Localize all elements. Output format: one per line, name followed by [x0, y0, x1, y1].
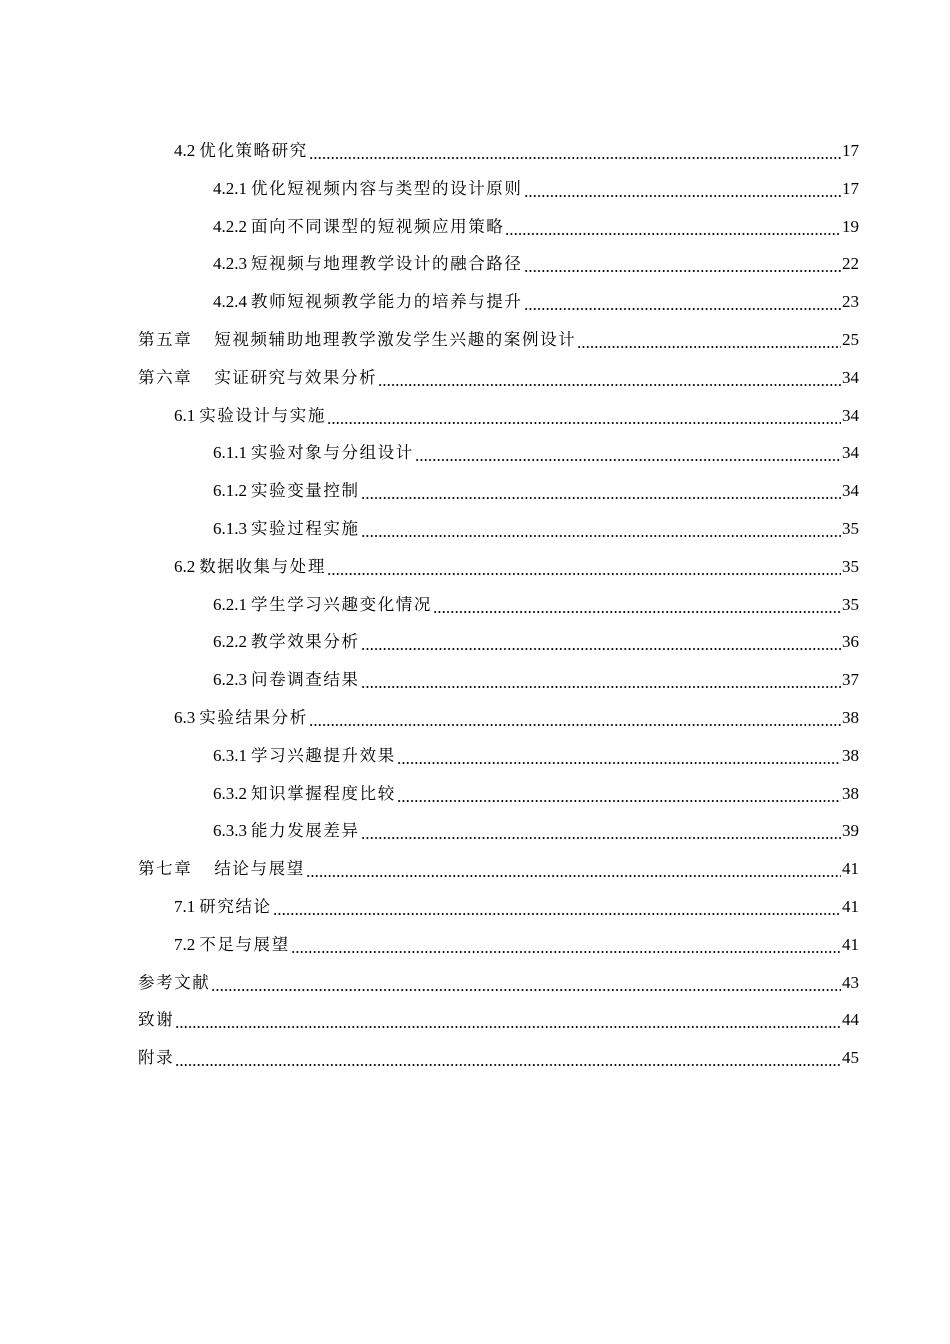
dot-leader [577, 330, 841, 350]
toc-entry-label [174, 141, 308, 161]
toc-entry-title: 参考文献 [138, 972, 211, 992]
toc-entry-title: 致谢 [138, 1010, 175, 1030]
toc-entry[interactable] [174, 925, 859, 955]
toc-entry-number: 6.2 [174, 556, 196, 576]
toc-entry[interactable] [213, 169, 859, 199]
dot-leader [211, 973, 841, 993]
toc-entry-page-number: 41 [842, 934, 859, 954]
toc-entry-title: 实证研究与效果分析 [214, 367, 378, 387]
toc-entry-label [213, 670, 360, 690]
toc-entry-number: 7.2 [174, 934, 196, 954]
toc-entry-page-number: 36 [842, 632, 859, 652]
dot-leader [361, 519, 841, 539]
toc-entry-title: 教师短视频教学能力的培养与提升 [251, 292, 523, 312]
toc-entry-label [174, 897, 272, 917]
toc-entry[interactable] [138, 358, 859, 388]
toc-entry-page-number: 25 [842, 330, 859, 349]
toc-entry[interactable] [138, 1038, 859, 1068]
toc-entry-title: 实验对象与分组设计 [251, 443, 414, 463]
toc-entry-page-number: 17 [842, 178, 859, 198]
toc-entry[interactable] [213, 660, 859, 690]
toc-entry-label [138, 330, 576, 350]
dot-leader [361, 670, 841, 690]
toc-entry[interactable] [213, 585, 859, 615]
toc-entry-label [138, 1048, 174, 1068]
toc-entry-page-number: 41 [842, 859, 859, 879]
toc-entry-page-number: 34 [842, 443, 859, 463]
toc-entry-number: 4.2.4 [213, 292, 247, 312]
toc-entry-label [213, 821, 360, 841]
dot-leader [309, 708, 841, 728]
toc-entry-title: 结论与展望 [214, 859, 305, 879]
dot-leader [175, 1048, 841, 1068]
toc-entry-number: 6.3.2 [213, 783, 247, 803]
toc-entry-title: 数据收集与处理 [199, 556, 326, 576]
toc-entry-title: 教学效果分析 [251, 632, 360, 652]
dot-leader [524, 179, 842, 199]
toc-entry[interactable] [174, 396, 859, 426]
toc-entry-label [138, 368, 377, 388]
toc-entry-title: 学习兴趣提升效果 [251, 745, 396, 765]
toc-entry-label [138, 973, 210, 993]
toc-entry-number: 6.1.3 [213, 519, 247, 538]
toc-entry-number: 4.2.3 [213, 254, 247, 274]
toc-entry-page-number: 22 [842, 254, 859, 274]
toc-entry-label [213, 179, 523, 199]
toc-entry[interactable] [213, 471, 859, 501]
toc-entry-page-number: 35 [842, 556, 859, 576]
dot-leader [415, 443, 841, 463]
toc-entry[interactable] [213, 509, 859, 539]
toc-entry-title: 学生学习兴趣变化情况 [251, 594, 432, 614]
toc-entry-label [213, 217, 504, 237]
toc-entry[interactable] [213, 282, 859, 312]
toc-entry-label [213, 632, 360, 652]
toc-entry-label [174, 557, 326, 577]
toc-entry-page-number: 35 [842, 594, 859, 614]
toc-entry-label [213, 519, 360, 539]
toc-entry-title: 研究结论 [199, 897, 272, 916]
toc-entry[interactable] [174, 698, 859, 728]
toc-entry-page-number: 17 [842, 141, 859, 160]
dot-leader [397, 746, 841, 766]
dot-leader [175, 1010, 841, 1030]
toc-entry-number: 6.1.2 [213, 481, 247, 501]
toc-entry[interactable] [174, 547, 859, 577]
toc-entry-number: 6.3.1 [213, 745, 247, 765]
dot-leader [361, 821, 841, 841]
toc-entry-number: 第六章 [138, 367, 193, 387]
toc-entry-label [213, 481, 360, 501]
toc-entry-number: 4.2.2 [213, 216, 247, 236]
dot-leader [327, 406, 841, 426]
toc-entry-number: 6.3 [174, 708, 196, 727]
toc-entry-label [213, 746, 396, 766]
dot-leader [306, 859, 841, 879]
toc-entry-number: 6.2.2 [213, 632, 247, 652]
toc-entry-title: 优化策略研究 [199, 141, 308, 160]
toc-entry-page-number: 41 [842, 897, 859, 916]
dot-leader [309, 141, 841, 161]
toc-entry[interactable] [213, 244, 859, 274]
toc-entry-title: 面向不同课型的短视频应用策略 [251, 216, 505, 236]
toc-entry-number: 7.1 [174, 897, 196, 916]
toc-entry-title: 附录 [138, 1048, 175, 1068]
toc-entry-title: 实验过程实施 [251, 519, 360, 538]
toc-entry-label [213, 595, 432, 615]
toc-entry-title: 实验设计与实施 [199, 405, 326, 425]
toc-entry-label [174, 935, 290, 955]
toc-entry-number: 6.1.1 [213, 443, 247, 463]
toc-entry[interactable] [213, 774, 859, 804]
toc-entry-page-number: 45 [842, 1048, 859, 1068]
toc-entry-number: 第七章 [138, 859, 193, 879]
toc-entry-number: 4.2.1 [213, 178, 247, 198]
dot-leader [433, 595, 841, 615]
dot-leader [397, 784, 841, 804]
toc-entry[interactable] [213, 433, 859, 463]
toc-entry-page-number: 35 [842, 519, 859, 538]
dot-leader [361, 481, 841, 501]
toc-entry-page-number: 34 [842, 367, 859, 387]
toc-entry[interactable] [213, 811, 859, 841]
toc-entry-title: 能力发展差异 [251, 821, 360, 841]
toc-entry[interactable] [213, 207, 859, 237]
toc-entry[interactable] [213, 622, 859, 652]
toc-entry-page-number: 39 [842, 821, 859, 841]
toc-entry-number: 4.2 [174, 141, 196, 160]
toc-entry-page-number: 37 [842, 670, 859, 690]
toc-entry-page-number: 43 [842, 972, 859, 992]
toc-entry-page-number: 34 [842, 481, 859, 501]
toc-entry-number: 第五章 [138, 330, 193, 349]
dot-leader [505, 217, 841, 237]
toc-entry-page-number: 19 [842, 216, 859, 236]
toc-entry-page-number: 23 [842, 292, 859, 312]
toc-entry-title: 实验结果分析 [199, 708, 308, 727]
toc-entry-label [213, 292, 523, 312]
dot-leader [273, 897, 841, 917]
dot-leader [378, 368, 841, 388]
toc-entry-page-number: 38 [842, 745, 859, 765]
toc-entry-label [213, 784, 396, 804]
toc-entry-page-number: 38 [842, 783, 859, 803]
toc-entry-label [213, 254, 523, 274]
toc-entry-page-number: 44 [842, 1010, 859, 1030]
toc-entry[interactable] [174, 131, 859, 161]
toc-entry-number: 6.2.3 [213, 670, 247, 690]
toc-entry-title: 不足与展望 [199, 934, 290, 954]
dot-leader [524, 292, 842, 312]
toc-entry-title: 短视频辅助地理教学激发学生兴趣的案例设计 [214, 330, 577, 349]
toc-entry[interactable] [174, 887, 859, 917]
toc-entry-title: 短视频与地理教学设计的融合路径 [251, 254, 523, 274]
dot-leader [361, 632, 841, 652]
toc-entry-title: 优化短视频内容与类型的设计原则 [251, 178, 523, 198]
toc-entry[interactable] [138, 320, 859, 350]
toc-entry-number: 6.3.3 [213, 821, 247, 841]
toc-entry[interactable] [138, 1000, 859, 1030]
toc-entry[interactable] [213, 736, 859, 766]
toc-entry-label [174, 406, 326, 426]
toc-entry[interactable] [138, 849, 859, 879]
toc-entry-title: 问卷调查结果 [251, 670, 360, 690]
dot-leader [327, 557, 841, 577]
dot-leader [524, 254, 842, 274]
toc-entry-number: 6.2.1 [213, 594, 247, 614]
toc-entry[interactable] [138, 963, 859, 993]
dot-leader [291, 935, 841, 955]
toc-entry-label [213, 443, 414, 463]
toc-entry-number: 6.1 [174, 405, 196, 425]
toc-entry-page-number: 38 [842, 708, 859, 727]
toc-entry-label [138, 859, 305, 879]
toc-entry-title: 知识掌握程度比较 [251, 783, 396, 803]
toc-entry-title: 实验变量控制 [251, 481, 360, 501]
toc-entry-page-number: 34 [842, 405, 859, 425]
toc-entry-label [138, 1010, 174, 1030]
toc-entry-label [174, 708, 308, 728]
